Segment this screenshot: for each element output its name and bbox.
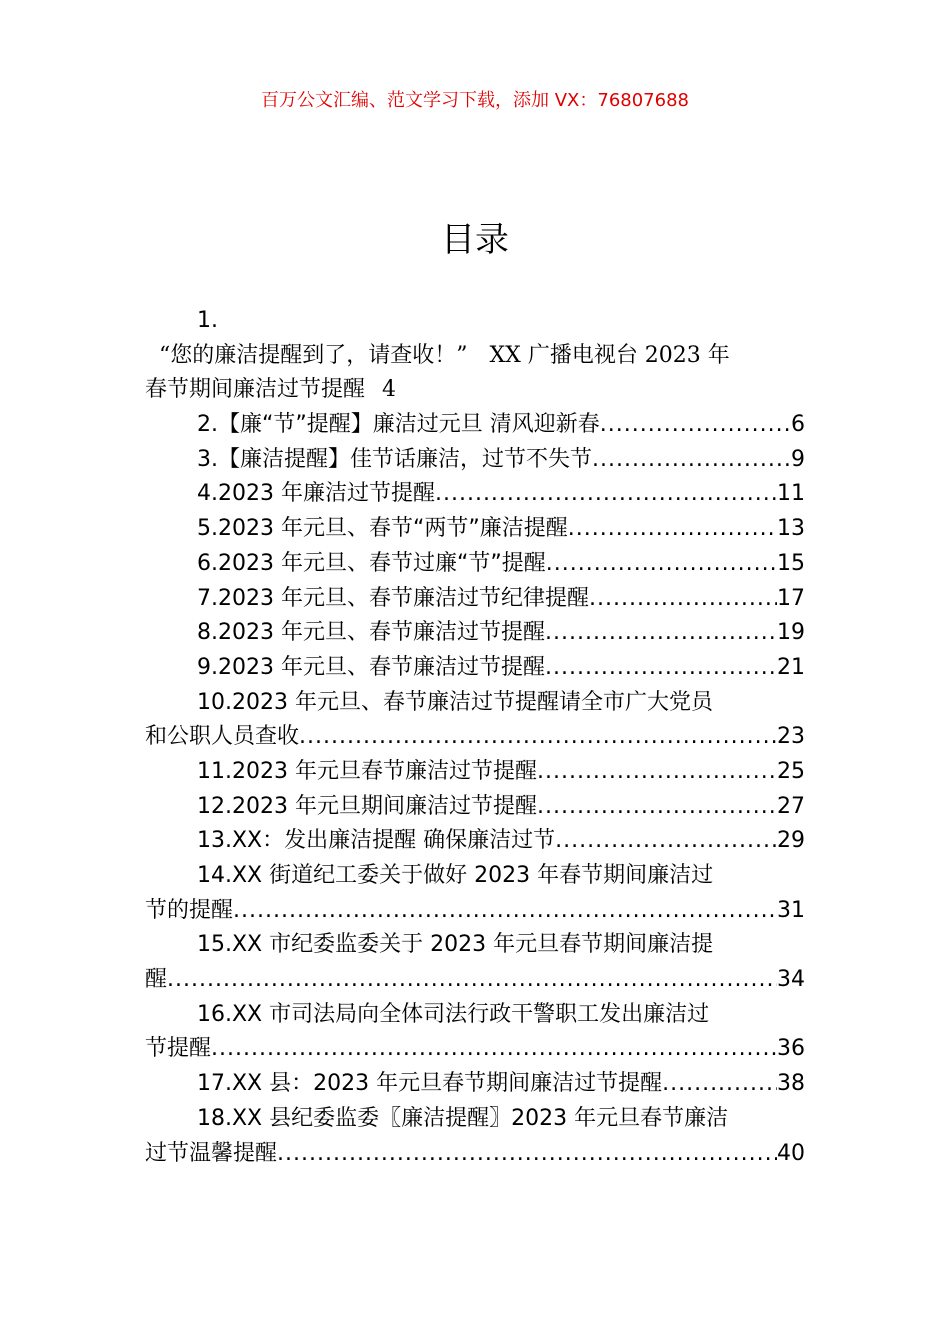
toc-entry-10-line1[interactable]: 10.2023 年元旦、春节廉洁过节提醒请全市广大党员 — [197, 689, 713, 715]
toc-entry-8[interactable]: 8.2023 年元旦、春节廉洁过节提醒 ..... 19 — [145, 616, 805, 651]
toc-entry-16-line1[interactable]: 16.XX 市司法局向全体司法行政干警职工发出廉洁过 — [197, 1001, 710, 1027]
toc-entry-7[interactable]: 7.2023 年元旦、春节廉洁过节纪律提醒 ..... 17 — [145, 582, 805, 617]
toc-entry-6[interactable]: 6.2023 年元旦、春节过廉“节”提醒 ..... 15 — [145, 547, 805, 582]
toc-entry-15-line1[interactable]: 15.XX 市纪委监委关于 2023 年元旦春节期间廉洁提 — [197, 932, 714, 958]
toc-entry-15-line2[interactable]: 醒 ..... 34 — [145, 963, 805, 998]
toc-entry-1-number[interactable]: 1. — [197, 308, 218, 333]
table-of-contents — [145, 304, 805, 1171]
page-title: 目录 — [441, 220, 509, 260]
toc-entry-1-title[interactable]: “您的廉洁提醒到了，请查收！” XX 广播电视台 2023 年 — [159, 342, 730, 368]
toc-entry-5[interactable]: 5.2023 年元旦、春节“两节”廉洁提醒 ..... 13 — [145, 512, 805, 547]
header-watermark: 百万公文汇编、范文学习下载，添加 VX：76807688 — [261, 90, 689, 111]
toc-entry-9[interactable]: 9.2023 年元旦、春节廉洁过节提醒 ..... 21 — [145, 651, 805, 686]
toc-entry-12[interactable]: 12.2023 年元旦期间廉洁过节提醒 ..... 27 — [145, 790, 805, 825]
toc-entry-13[interactable]: 13.XX：发出廉洁提醒 确保廉洁过节 ..... 29 — [145, 824, 805, 859]
toc-entry-1-title-end: 春节期间廉洁过节提醒 — [145, 377, 366, 403]
toc-entry-1-page: 4 — [382, 377, 397, 403]
toc-entry-4[interactable]: 4.2023 年廉洁过节提醒 ..... 11 — [145, 477, 805, 512]
toc-entry-1-tail[interactable] — [145, 373, 805, 408]
toc-entry-14-line1[interactable]: 14.XX 街道纪工委关于做好 2023 年春节期间廉洁过 — [197, 863, 714, 888]
toc-entry-3[interactable]: 3.【廉洁提醒】佳节话廉洁，过节不失节 ..... 9 — [145, 443, 805, 478]
toc-entry-17[interactable]: 17.XX 县：2023 年元旦春节期间廉洁过节提醒 ..... 38 — [145, 1067, 805, 1102]
toc-entry-11[interactable]: 11.2023 年元旦春节廉洁过节提醒 ..... 25 — [145, 755, 805, 790]
toc-entry-10-line2[interactable]: 和公职人员查收 ..... 23 — [145, 720, 805, 755]
toc-entry-14-line2[interactable]: 节的提醒 ..... 31 — [145, 894, 805, 929]
toc-entry-16-line2[interactable]: 节提醒 ..... 36 — [145, 1032, 805, 1067]
toc-entry-18-line2[interactable]: 过节温馨提醒 ..... 40 — [145, 1137, 805, 1172]
toc-entry-2[interactable]: 2.【廉“节”提醒】廉洁过元旦 清风迎新春 ..... 6 — [145, 408, 805, 443]
toc-entry-18-line1[interactable]: 18.XX 县纪委监委〖廉洁提醒〗2023 年元旦春节廉洁 — [197, 1105, 729, 1131]
